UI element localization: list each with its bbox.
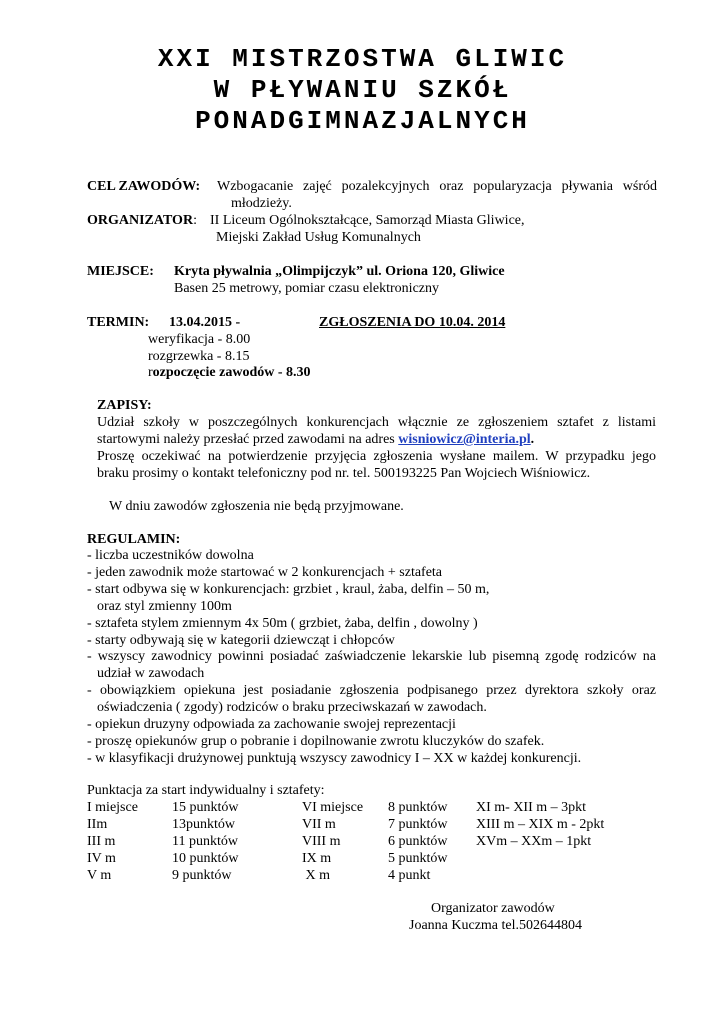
points-value: 11 punktów bbox=[172, 834, 238, 849]
place-label: VI miejsce bbox=[302, 800, 364, 815]
signature-name: Joanna Kuczma tel.502644804 bbox=[409, 918, 583, 933]
title-line-3: PONADGIMNAZJALNYCH bbox=[195, 106, 530, 136]
regulamin-heading: REGULAMIN: bbox=[87, 532, 181, 547]
termin-date: 13.04.2015 - bbox=[169, 315, 241, 330]
zapisy-line-2 bbox=[97, 431, 534, 448]
range-points: XVm – XXm – 1pkt bbox=[476, 834, 592, 849]
miejsce-text-1: Kryta pływalnia „Olimpijczyk” ul. Oriona 120, Gliwice bbox=[174, 264, 505, 279]
termin-label: TERMIN: bbox=[87, 315, 150, 330]
zapisy-note: W dniu zawodów zgłoszenia nie będą przyjmowane. bbox=[109, 499, 404, 514]
zapisy-line-1: Udział szkoły w poszczególnych konkurencjach włącznie ze zgłoszeniem sztafet z listami bbox=[97, 415, 656, 430]
regulamin-item-8: - opiekun druzyny odpowiada za zachowanie swojej reprezentacji bbox=[87, 717, 456, 732]
regulamin-item-1: - liczba uczestników dowolna bbox=[87, 548, 254, 563]
regulamin-item-5: - starty odbywają się w kategorii dziewcząt i chłopców bbox=[87, 633, 395, 648]
punktacja-col-points-2 bbox=[388, 799, 448, 884]
termin-weryfikacja: weryfikacja - 8.00 bbox=[148, 332, 251, 347]
zgloszenia-deadline: ZGŁOSZENIA DO 10.04. 2014 bbox=[319, 315, 506, 330]
zapisy-line-3: Proszę oczekiwać na potwierdzenie przyjęcia zgłoszenia wysłane mailem. W przypadku jego bbox=[97, 449, 656, 464]
points-value: 15 punktów bbox=[172, 800, 239, 815]
zapisy-line-4: braku prosimy o kontakt telefoniczny pod nr. tel. 500193225 Pan Wojciech Wiśniowicz. bbox=[97, 466, 591, 481]
title-line-1: XXI MISTRZOSTWA GLIWIC bbox=[157, 44, 568, 74]
punktacja-col-points-1 bbox=[172, 799, 239, 884]
range-points: XI m- XII m – 3pkt bbox=[476, 800, 587, 815]
organizator-text-1: II Liceum Ogólnokształcące, Samorząd Miasta Gliwice, bbox=[210, 213, 525, 228]
place-label: I miejsce bbox=[87, 800, 138, 815]
place-label: VIII m bbox=[302, 834, 341, 849]
termin-rozpoczecie bbox=[148, 364, 311, 381]
zapisy-line-2-period: . bbox=[530, 432, 535, 447]
termin-rozpoczecie-r: r bbox=[148, 365, 153, 380]
regulamin-item-6-cont: udział w zawodach bbox=[97, 666, 205, 681]
punktacja-col-places-2 bbox=[302, 799, 363, 884]
regulamin-item-7-cont: oświadczenia ( zgody) rodziców o braku przeciwskazań w zawodach. bbox=[97, 700, 487, 715]
place-label: IX m bbox=[302, 851, 332, 866]
regulamin-item-10: - w klasyfikacji drużynowej punktują wszyscy zawodnicy I – XX w każdej konkurencji. bbox=[87, 751, 582, 766]
regulamin-item-3: - start odbywa się w konkurencjach: grzbiet , kraul, żaba, delfin – 50 m, bbox=[87, 582, 490, 597]
place-label: IIm bbox=[87, 817, 108, 832]
miejsce-text-2: Basen 25 metrowy, pomiar czasu elektroniczny bbox=[174, 281, 440, 296]
zapisy-line-2-text: startowymi należy przesłać przed zawodami na adres bbox=[97, 432, 399, 447]
regulamin-item-2: - jeden zawodnik może startować w 2 konkurencjach + sztafeta bbox=[87, 565, 443, 580]
regulamin-item-4: - sztafeta stylem zmiennym 4x 50m ( grzbiet, żaba, delfin , dowolny ) bbox=[87, 616, 478, 631]
regulamin-item-9: - proszę opiekunów grup o pobranie i dopilnowanie zwrotu kluczyków do szafek. bbox=[87, 734, 545, 749]
organizator-label-line bbox=[87, 212, 197, 229]
place-label: V m bbox=[87, 868, 112, 883]
points-value: 5 punktów bbox=[388, 851, 448, 866]
organizator-colon: : bbox=[193, 213, 197, 228]
termin-rozpoczecie-text: ozpoczęcie zawodów - 8.30 bbox=[152, 365, 311, 380]
place-label: VII m bbox=[302, 817, 336, 832]
cel-text-2: młodzieży. bbox=[231, 196, 292, 211]
zapisy-heading: ZAPISY: bbox=[97, 398, 152, 413]
punktacja-col-ranges bbox=[476, 799, 604, 850]
place-label: X m bbox=[302, 868, 330, 883]
points-value: 13punktów bbox=[172, 817, 235, 832]
points-value: 9 punktów bbox=[172, 868, 232, 883]
organizator-label: ORGANIZATOR bbox=[87, 213, 194, 228]
range-points: XIII m – XIX m - 2pkt bbox=[476, 817, 605, 832]
organizator-text-2: Miejski Zakład Usług Komunalnych bbox=[216, 230, 421, 245]
email-link[interactable]: wisniowicz@interia.pl bbox=[398, 432, 531, 447]
cel-label: CEL ZAWODÓW: bbox=[87, 179, 201, 194]
points-value: 8 punktów bbox=[388, 800, 448, 815]
termin-rozgrzewka: rozgrzewka - 8.15 bbox=[148, 349, 250, 364]
cel-text-1: Wzbogacanie zajęć pozalekcyjnych oraz popularyzacja pływania wśród bbox=[217, 179, 657, 194]
points-value: 7 punktów bbox=[388, 817, 448, 832]
document-title bbox=[0, 44, 725, 137]
place-label: IV m bbox=[87, 851, 116, 866]
regulamin-item-3-cont: oraz styl zmienny 100m bbox=[97, 599, 232, 614]
points-value: 4 punkt bbox=[388, 868, 431, 883]
regulamin-item-7: - obowiązkiem opiekuna jest posiadanie zgłoszenia podpisanego przez dyrektora szkoły oraz bbox=[87, 683, 656, 698]
title-line-2: W PŁYWANIU SZKÓŁ bbox=[213, 75, 512, 105]
punktacja-col-places-1 bbox=[87, 799, 138, 884]
regulamin-item-6: - wszyscy zawodnicy powinni posiadać zaświadczenie lekarskie lub pisemną zgodę rodziców na bbox=[87, 649, 656, 664]
signature-role: Organizator zawodów bbox=[431, 901, 555, 916]
place-label: III m bbox=[87, 834, 116, 849]
points-value: 6 punktów bbox=[388, 834, 448, 849]
points-value: 10 punktów bbox=[172, 851, 239, 866]
punktacja-heading: Punktacja za start indywidualny i sztafety: bbox=[87, 783, 325, 798]
miejsce-label: MIEJSCE: bbox=[87, 264, 154, 279]
